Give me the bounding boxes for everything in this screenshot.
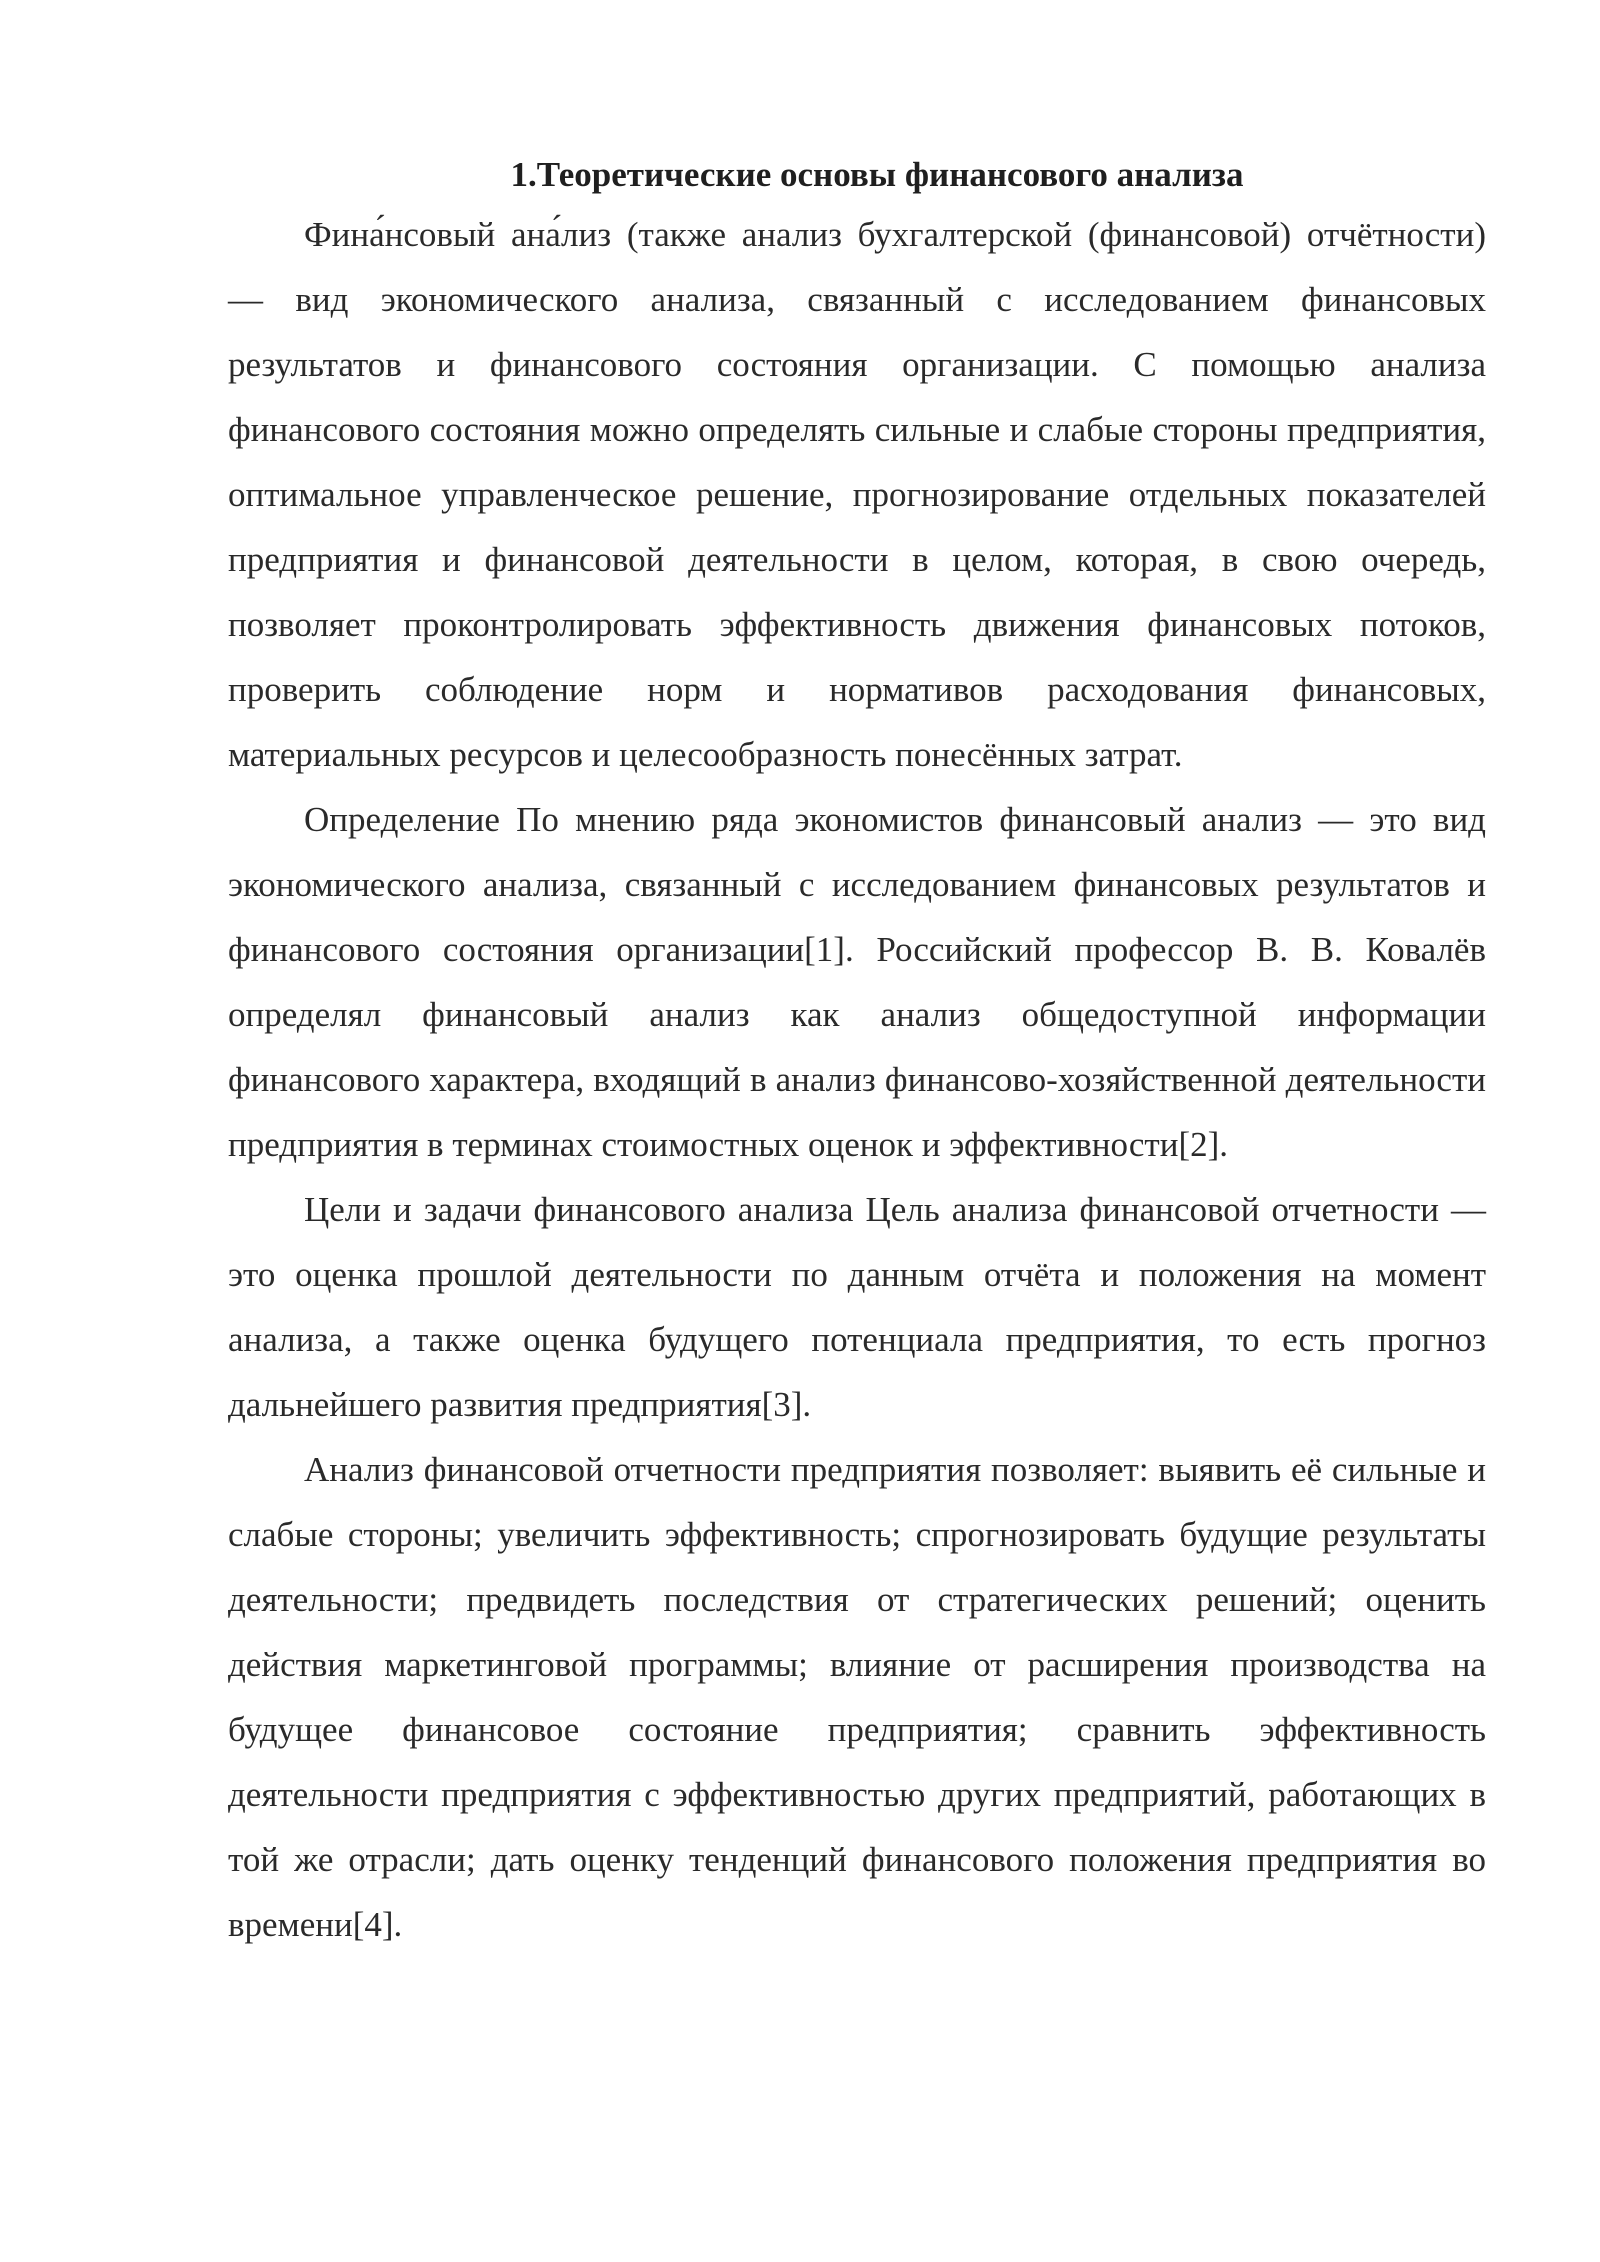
paragraph-economists-definition: Определение По мнению ряда экономистов финансовый анализ — это вид экономического анализа, связанный с исследованием финансовых результатов и финансового состояния организации[1]. Российский профессор В. В. Ковалёв определял финансовый анализ как анализ общедоступной информации финансового характера, входящий в анализ финансово-хозяйственной деятельности предприятия в терминах стоимостных оценок и эффективности[2]. (228, 800, 1486, 1164)
paragraph-analysis-benefits: Анализ финансовой отчетности предприятия позволяет: выявить её сильные и слабые стороны; увеличить эффективность; спрогнозировать будущие результаты деятельности; предвидеть последствия от стратегических решений; оценить действия маркетинговой программы; влияние от расширения производства на будущее финансовое состояние предприятия; сравнить эффективность деятельности предприятия с эффективностью других предприятий, работающих в той же отрасли; дать оценку тенденций финансового положения предприятия во времени[4]. (228, 1450, 1486, 1944)
paragraph-goals-and-tasks: Цели и задачи финансового анализа Цель анализа финансовой отчетности — это оценка прошлой деятельности по данным отчёта и положения на момент анализа, а также оценка будущего потенциала предприятия, то есть прогноз дальнейшего развития предприятия[3]. (228, 1190, 1486, 1424)
section-heading: 1.Теоретические основы финансового анализа (510, 155, 1244, 194)
paragraph-financial-analysis-definition: Фина́нсовый ана́лиз (также анализ бухгалтерской (финансовой) отчётности) — вид экономического анализа, связанный с исследованием финансовых результатов и финансового состояния организации. С помощью анализа финансового состояния можно определять сильные и слабые стороны предприятия, оптимальное управленческое решение, прогнозирование отдельных показателей предприятия и финансовой деятельности в целом, которая, в свою очередь, позволяет проконтролировать эффективность движения финансовых потоков, проверить соблюдение норм и нормативов расходования финансовых, материальных ресурсов и целесообразность понесённых затрат. (228, 215, 1486, 774)
document-body (228, 148, 1486, 1957)
